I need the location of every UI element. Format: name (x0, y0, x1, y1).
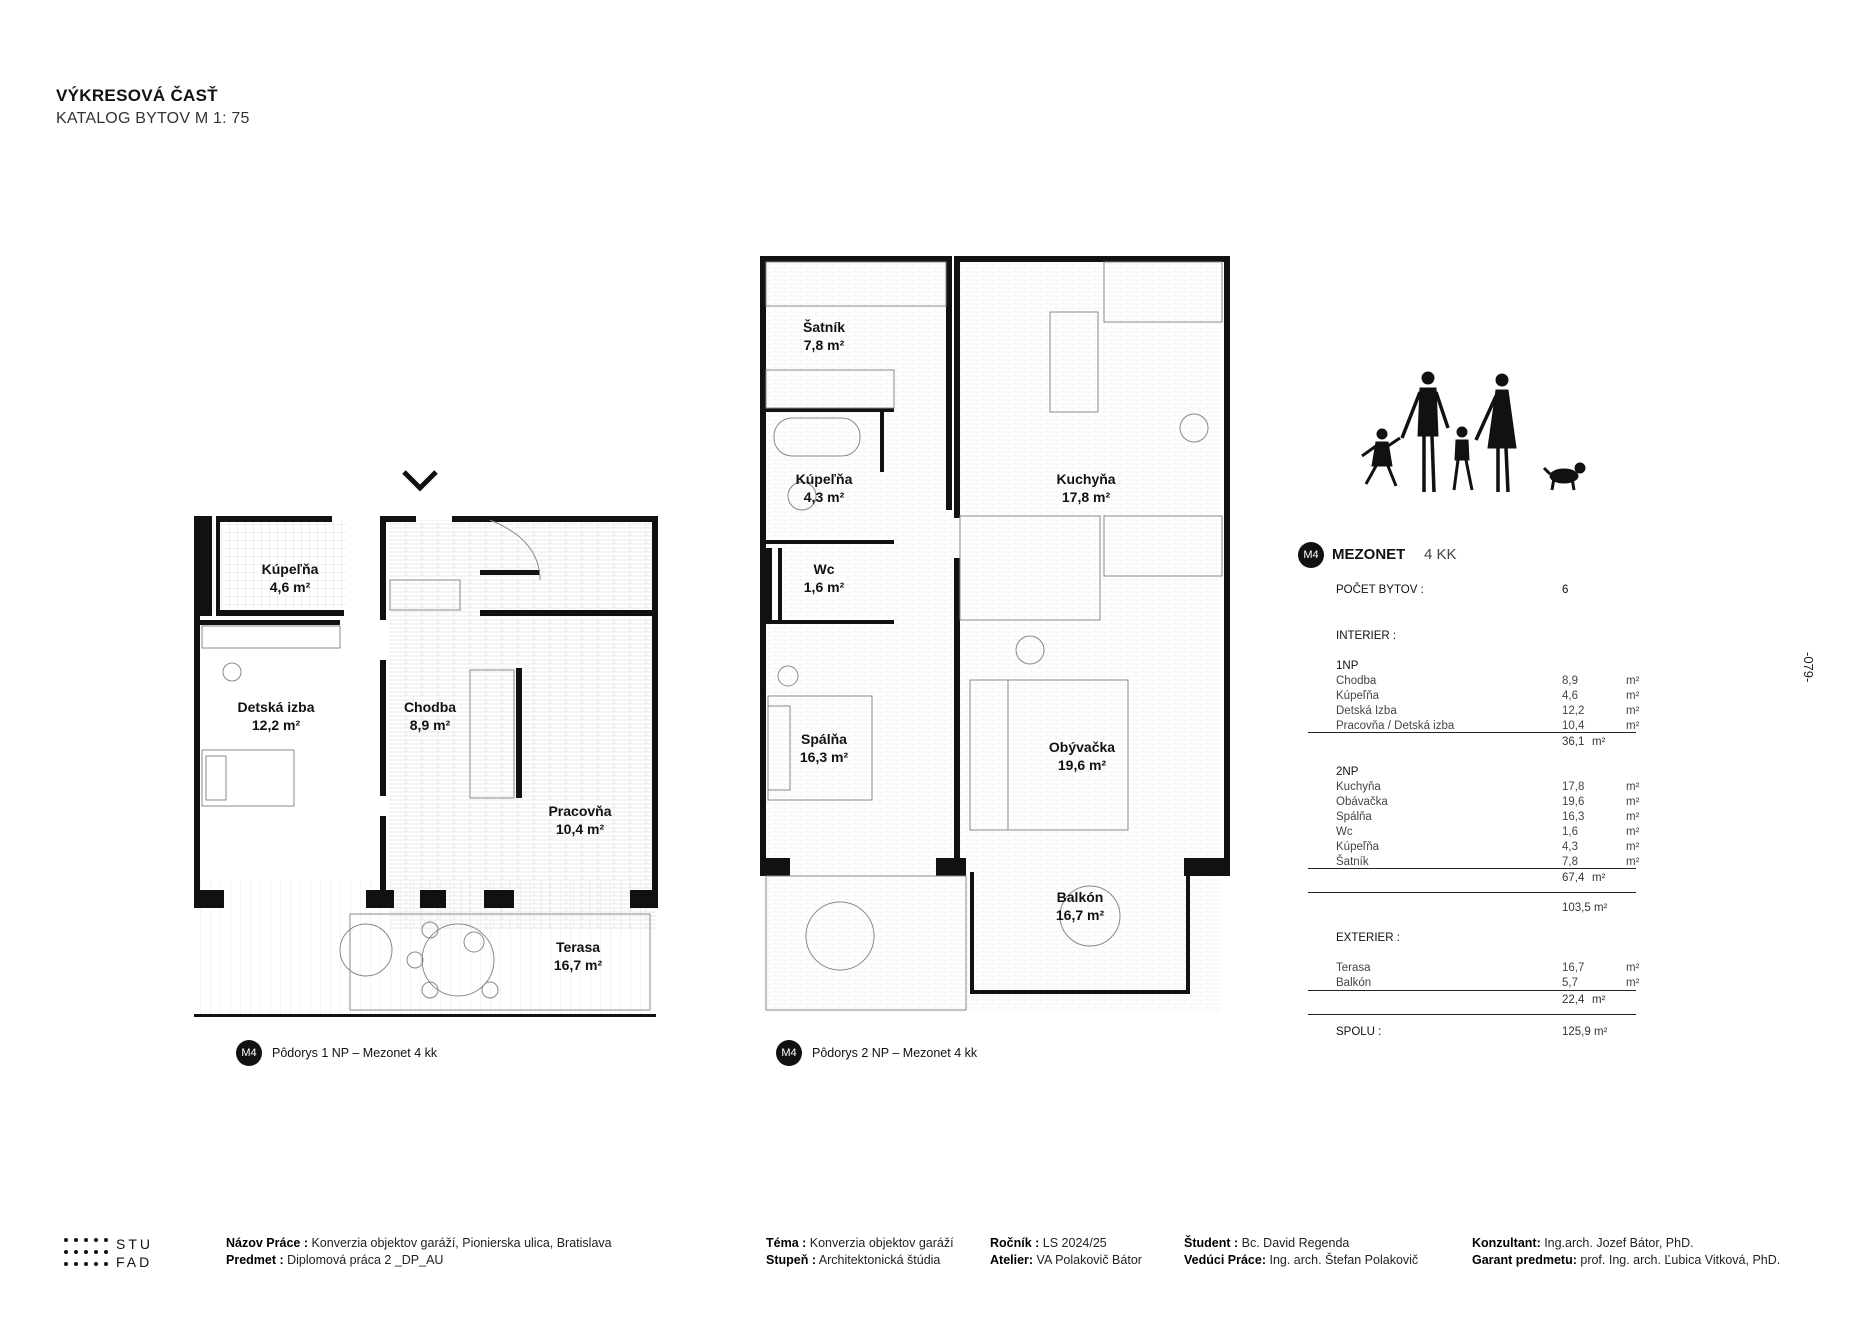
np1-unit: m² (1626, 690, 1640, 702)
np2-value: 19,6 (1562, 796, 1585, 808)
exterior-row (1336, 962, 1640, 976)
page-subtitle: KATALOG BYTOV M 1: 75 (56, 110, 250, 127)
np2-label: Šatník (1336, 856, 1369, 868)
np1-value: 12,2 (1562, 705, 1585, 717)
plan1-area-detska-izba: 12,2 m² (251, 717, 301, 733)
plan1-area-kupelna: 4,6 m² (269, 579, 311, 595)
footer-key: Ročník : (990, 1236, 1040, 1250)
np2-label: Spálňa (1336, 811, 1372, 823)
footer-key: Konzultant: (1472, 1236, 1541, 1250)
np2-value: 7,8 (1562, 856, 1578, 868)
floor-plan-1np (190, 460, 660, 1020)
footer-key: Vedúci Práce: (1184, 1253, 1266, 1267)
np2-unit: m² (1626, 796, 1640, 808)
np2-label: Obávačka (1336, 796, 1388, 808)
np1-row (1336, 705, 1640, 719)
np1-row (1336, 690, 1640, 704)
plan2-area-kupelna: 4,3 m² (803, 489, 845, 505)
footer-key: Stupeň : (766, 1253, 816, 1267)
plan1-caption: Pôdorys 1 NP – Mezonet 4 kk (272, 1046, 438, 1060)
footer-value: Konverzia objektov garáží, Pionierska ulica, Bratislava (307, 1236, 612, 1250)
logo-top: STU (116, 1236, 153, 1252)
exterior-label: EXTERIER : (1336, 932, 1400, 944)
exterior-label: Terasa (1336, 962, 1371, 974)
np2-label: 2NP (1336, 766, 1359, 778)
footer-value: Konverzia objektov garáží (806, 1236, 954, 1250)
interior-label: INTERIER : (1336, 630, 1397, 642)
footer-item (766, 1253, 954, 1267)
footer-item (990, 1253, 1142, 1267)
plan2-area-kuchyna: 17,8 m² (1061, 489, 1111, 505)
np1-row (1336, 675, 1640, 689)
exterior-value: 16,7 (1562, 962, 1585, 974)
plan2-room-balkon: Balkón (1056, 889, 1104, 905)
plan2-caption: Pôdorys 2 NP – Mezonet 4 kk (812, 1046, 978, 1060)
np2-row (1336, 841, 1640, 855)
unit-type: 4 KK (1424, 546, 1457, 563)
footer-key: Študent : (1184, 1236, 1239, 1250)
np1-total-unit: m² (1592, 736, 1606, 748)
plan2-area-obyvacka: 19,6 m² (1057, 757, 1107, 773)
footer-value: VA Polakovič Bátor (1033, 1253, 1142, 1267)
np2-row (1336, 796, 1640, 810)
footer-col-1 (226, 1236, 612, 1270)
family-illustration (1336, 366, 1606, 502)
unit-badge: M4 (1298, 542, 1324, 568)
footer-item (226, 1236, 612, 1250)
np2-value: 17,8 (1562, 781, 1585, 793)
exterior-total-unit: m² (1592, 994, 1606, 1006)
exterior-unit: m² (1626, 962, 1640, 974)
footer-item (1472, 1253, 1780, 1267)
np1-unit: m² (1626, 705, 1640, 717)
plan1-room-terasa: Terasa (555, 939, 601, 955)
footer-col-4 (1184, 1236, 1418, 1270)
footer-item (226, 1253, 612, 1267)
footer-key: Názov Práce : (226, 1236, 308, 1250)
np1-value: 8,9 (1562, 675, 1578, 687)
plan1-room-kupelna: Kúpeľňa (261, 561, 319, 577)
page-title: VÝKRESOVÁ ČASŤ (56, 86, 218, 105)
footer-col-3 (990, 1236, 1142, 1270)
np2-row (1336, 781, 1640, 795)
footer-item (1184, 1236, 1418, 1250)
plan1-area-chodba: 8,9 m² (409, 717, 451, 733)
np1-label: 1NP (1336, 660, 1359, 672)
np2-total-unit: m² (1592, 872, 1606, 884)
plan1-room-detska-izba: Detská izba (237, 699, 315, 715)
np1-unit: m² (1626, 675, 1640, 687)
logo-bottom: FAD (116, 1254, 153, 1270)
np2-unit: m² (1626, 781, 1640, 793)
footer-value: LS 2024/25 (1039, 1236, 1107, 1250)
plan1-badge: M4 (236, 1040, 262, 1066)
footer-key: Atelier: (990, 1253, 1034, 1267)
plan2-room-kuchyna: Kuchyňa (1056, 471, 1116, 487)
page-number: -079- (1801, 652, 1816, 683)
plan2-area-balkon: 16,7 m² (1055, 907, 1105, 923)
plan2-badge: M4 (776, 1040, 802, 1066)
footer-value: Ing.arch. Jozef Bátor, PhD. (1540, 1236, 1694, 1250)
plan2-area-spalna: 16,3 m² (799, 749, 849, 765)
exterior-unit: m² (1626, 977, 1640, 989)
footer-item (766, 1236, 954, 1250)
footer-item (1184, 1253, 1418, 1267)
np2-total: 67,4 (1562, 872, 1585, 884)
plan1-room-pracovna: Pracovňa (548, 803, 612, 819)
np2-label: Kúpeľňa (1336, 841, 1380, 853)
plan1-area-pracovna: 10,4 m² (555, 821, 605, 837)
entrance-arrow-icon (404, 472, 436, 488)
plan2-room-spalna: Spálňa (801, 731, 847, 747)
np1-value: 10,4 (1562, 720, 1585, 732)
plan1-area-terasa: 16,7 m² (553, 957, 603, 973)
total-value: 125,9 m² (1562, 1026, 1608, 1038)
plan2-area-wc: 1,6 m² (803, 579, 845, 595)
np1-label: Chodba (1336, 675, 1377, 687)
footer-col-2 (766, 1236, 954, 1270)
footer-value: Diplomová práca 2 _DP_AU (283, 1253, 444, 1267)
footer-key: Garant predmetu: (1472, 1253, 1577, 1267)
count-value: 6 (1562, 584, 1569, 596)
floor-plan-2np (760, 256, 1230, 1016)
interior-total: 103,5 m² (1562, 902, 1608, 914)
plan2-room-obyvacka: Obývačka (1048, 739, 1116, 755)
stu-fad-logo-icon (62, 1236, 110, 1272)
footer-item (990, 1236, 1142, 1250)
np2-row (1336, 811, 1640, 825)
total-label: SPOLU : (1336, 1026, 1382, 1038)
plan2-room-kupelna: Kúpeľňa (795, 471, 853, 487)
plan2-area-satnik: 7,8 m² (803, 337, 845, 353)
footer-key: Predmet : (226, 1253, 284, 1267)
np2-value: 16,3 (1562, 811, 1585, 823)
exterior-row (1336, 977, 1640, 991)
np1-label: Pracovňa / Detská izba (1336, 720, 1455, 732)
np2-value: 1,6 (1562, 826, 1578, 838)
np2-label: Kuchyňa (1336, 781, 1381, 793)
np1-label: Detská Izba (1336, 705, 1397, 717)
np1-label: Kúpeľňa (1336, 690, 1380, 702)
plan2-room-satnik: Šatník (802, 319, 846, 335)
plan1-room-chodba: Chodba (403, 699, 457, 715)
exterior-value: 5,7 (1562, 977, 1578, 989)
footer-col-5 (1472, 1236, 1780, 1270)
np2-unit: m² (1626, 826, 1640, 838)
exterior-label: Balkón (1336, 977, 1372, 989)
exterior-total: 22,4 (1562, 994, 1585, 1006)
footer-key: Téma : (766, 1236, 807, 1250)
np2-unit: m² (1626, 841, 1640, 853)
unit-name: MEZONET (1332, 546, 1406, 563)
np2-unit: m² (1626, 856, 1640, 868)
footer-item (1472, 1236, 1780, 1250)
plan2-room-wc: Wc (813, 561, 835, 577)
np2-unit: m² (1626, 811, 1640, 823)
footer-value: Bc. David Regenda (1238, 1236, 1350, 1250)
footer-value: prof. Ing. arch. Ľubica Vitková, PhD. (1576, 1253, 1781, 1267)
np1-value: 4,6 (1562, 690, 1578, 702)
np1-unit: m² (1626, 720, 1640, 732)
footer-value: Architektonická štúdia (816, 1253, 941, 1267)
footer-value: Ing. arch. Štefan Polakovič (1266, 1253, 1419, 1267)
count-label: POČET BYTOV : (1336, 584, 1424, 596)
np2-value: 4,3 (1562, 841, 1578, 853)
np1-total: 36,1 (1562, 736, 1585, 748)
np2-label: Wc (1336, 826, 1353, 838)
np2-row (1336, 826, 1640, 840)
